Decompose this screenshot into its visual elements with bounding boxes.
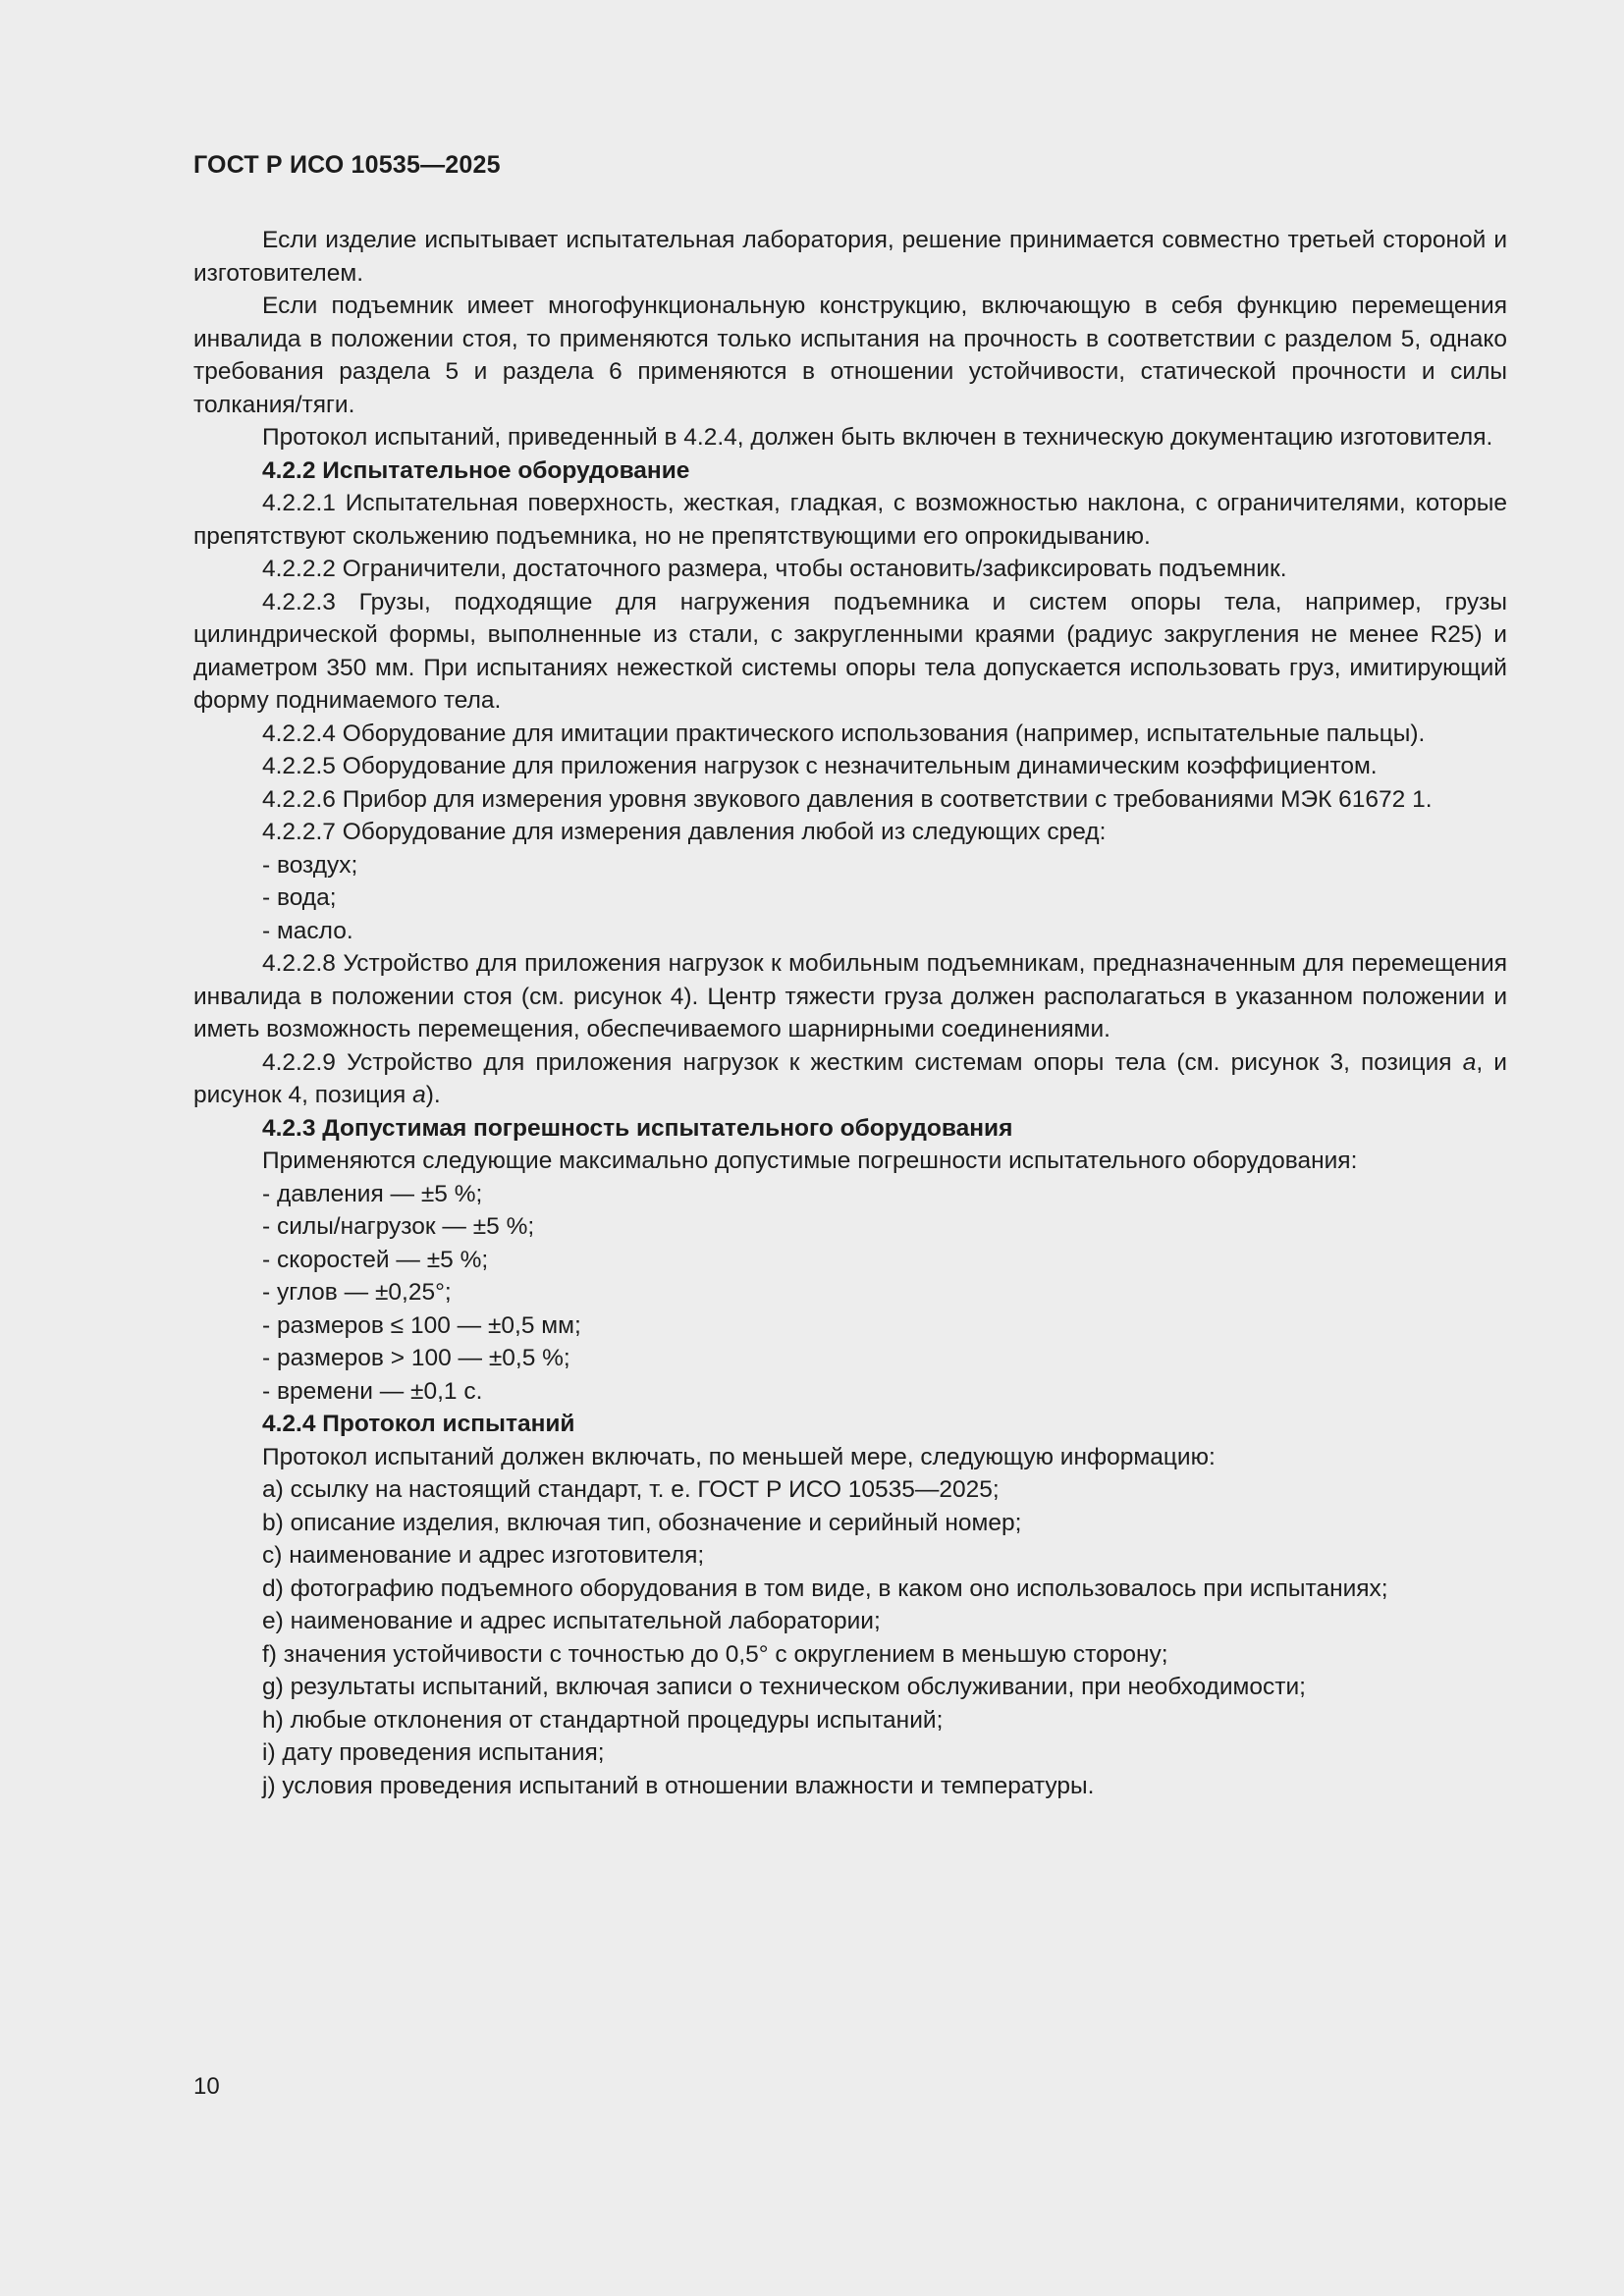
list-item: d) фотографию подъемного оборудования в том виде, в каком оно использовалось при испытаниях; bbox=[262, 1575, 1388, 1602]
section-heading-4-2-2: 4.2.2 Испытательное оборудование bbox=[262, 456, 690, 484]
clause-4-2-2-2: 4.2.2.2 Ограничители, достаточного размера, чтобы остановить/зафиксировать подъемник. bbox=[262, 556, 1287, 582]
clause-4-2-2-5: 4.2.2.5 Оборудование для приложения нагрузок с незначительным динамическим коэффициентом. bbox=[262, 753, 1378, 779]
paragraph: Если подъемник имеет многофункциональную конструкцию, включающую в себя функцию перемещения инвалида в положении стоя, то применяются только испытания на прочность в соответствии с разделом 5, однако требования раздела 5 и раздела 6 применяются в отношении устойчивости, статической прочности и силы толкания/тяги. bbox=[193, 293, 1507, 418]
clause-4-2-2-9 bbox=[193, 1046, 1507, 1112]
list-item: - давления — ±5 %; bbox=[262, 1180, 483, 1207]
list-item: - размеров > 100 — ±0,5 %; bbox=[262, 1345, 570, 1371]
section-heading-4-2-3: 4.2.3 Допустимая погрешность испытательного оборудования bbox=[262, 1114, 1013, 1142]
position-label: а bbox=[412, 1082, 426, 1108]
list-item: a) ссылку на настоящий стандарт, т. е. ГОСТ Р ИСО 10535—2025; bbox=[262, 1476, 1000, 1503]
document-header: ГОСТ Р ИСО 10535—2025 bbox=[193, 151, 501, 179]
list-item: - воздух; bbox=[262, 851, 358, 879]
list-item: - вода; bbox=[262, 884, 337, 911]
clause-4-2-2-8: 4.2.2.8 Устройство для приложения нагрузок к мобильным подъемникам, предназначенным для перемещения инвалида в положении стоя (см. рисунок 4). Центр тяжести груза должен располагаться в указанном положении и иметь возможность перемещения, обеспечиваемого шарнирными соединениями. bbox=[193, 950, 1507, 1042]
list-item: - силы/нагрузок — ±5 %; bbox=[262, 1213, 535, 1240]
list-item: j) условия проведения испытаний в отношении влажности и температуры. bbox=[262, 1772, 1095, 1799]
position-label: а bbox=[1462, 1048, 1477, 1076]
list-item: - углов — ±0,25°; bbox=[262, 1279, 452, 1306]
list-item: - размеров ≤ 100 — ±0,5 мм; bbox=[262, 1311, 581, 1339]
list-item: b) описание изделия, включая тип, обозначение и серийный номер; bbox=[262, 1509, 1022, 1536]
clause-4-2-2-3: 4.2.2.3 Грузы, подходящие для нагружения подъемника и систем опоры тела, например, грузы цилиндрической формы, выполненные из стали, с закругленными краями (радиус закругления не менее R25) и диаметром 350 мм. При испытаниях нежесткой системы опоры тела допускается использовать груз, имитирующий форму поднимаемого тела. bbox=[193, 588, 1507, 714]
list-item: h) любые отклонения от стандартной процедуры испытаний; bbox=[262, 1706, 944, 1734]
clause-4-2-2-1: 4.2.2.1 Испытательная поверхность, жесткая, гладкая, с возможностью наклона, с ограничителями, которые препятствуют скольжению подъемника, но не препятствующими его опрокидыванию. bbox=[193, 490, 1507, 550]
clause-4-2-2-7: 4.2.2.7 Оборудование для измерения давления любой из следующих сред: bbox=[262, 819, 1107, 845]
paragraph: Если изделие испытывает испытательная лаборатория, решение принимается совместно третьей стороной и изготовителем. bbox=[193, 227, 1507, 287]
list-item: c) наименование и адрес изготовителя; bbox=[262, 1542, 705, 1569]
list-item: f) значения устойчивости с точностью до 0,5° с округлением в меньшую сторону; bbox=[262, 1640, 1168, 1668]
clause-4-2-2-4: 4.2.2.4 Оборудование для имитации практического использования (например, испытательные пальцы). bbox=[262, 720, 1426, 747]
list-item: - масло. bbox=[262, 917, 353, 944]
paragraph: Применяются следующие максимально допустимые погрешности испытательного оборудования: bbox=[262, 1148, 1358, 1174]
document-body bbox=[193, 224, 1507, 1802]
section-heading-4-2-4: 4.2.4 Протокол испытаний bbox=[262, 1411, 575, 1437]
page-number: 10 bbox=[193, 2073, 220, 2100]
list-item: - времени — ±0,1 с. bbox=[262, 1377, 483, 1405]
clause-text: , и рисунок 4, позиция bbox=[193, 1048, 1507, 1108]
list-item: g) результаты испытаний, включая записи о техническом обслуживании, при необходимости; bbox=[262, 1674, 1306, 1700]
list-item: i) дату проведения испытания; bbox=[262, 1739, 605, 1766]
clause-text: 4.2.2.9 Устройство для приложения нагрузок к жестким системам опоры тела (см. рисунок 3, позиция bbox=[262, 1048, 1463, 1076]
clause-text: ). bbox=[425, 1082, 441, 1108]
list-item: - скоростей — ±5 %; bbox=[262, 1246, 489, 1273]
paragraph: Протокол испытаний должен включать, по меньшей мере, следующую информацию: bbox=[262, 1443, 1216, 1470]
paragraph: Протокол испытаний, приведенный в 4.2.4, должен быть включен в техническую документацию изготовителя. bbox=[262, 424, 1493, 451]
clause-4-2-2-6: 4.2.2.6 Прибор для измерения уровня звукового давления в соответствии с требованиями МЭК 61672 1. bbox=[262, 785, 1433, 813]
list-item: e) наименование и адрес испытательной лаборатории; bbox=[262, 1608, 881, 1634]
